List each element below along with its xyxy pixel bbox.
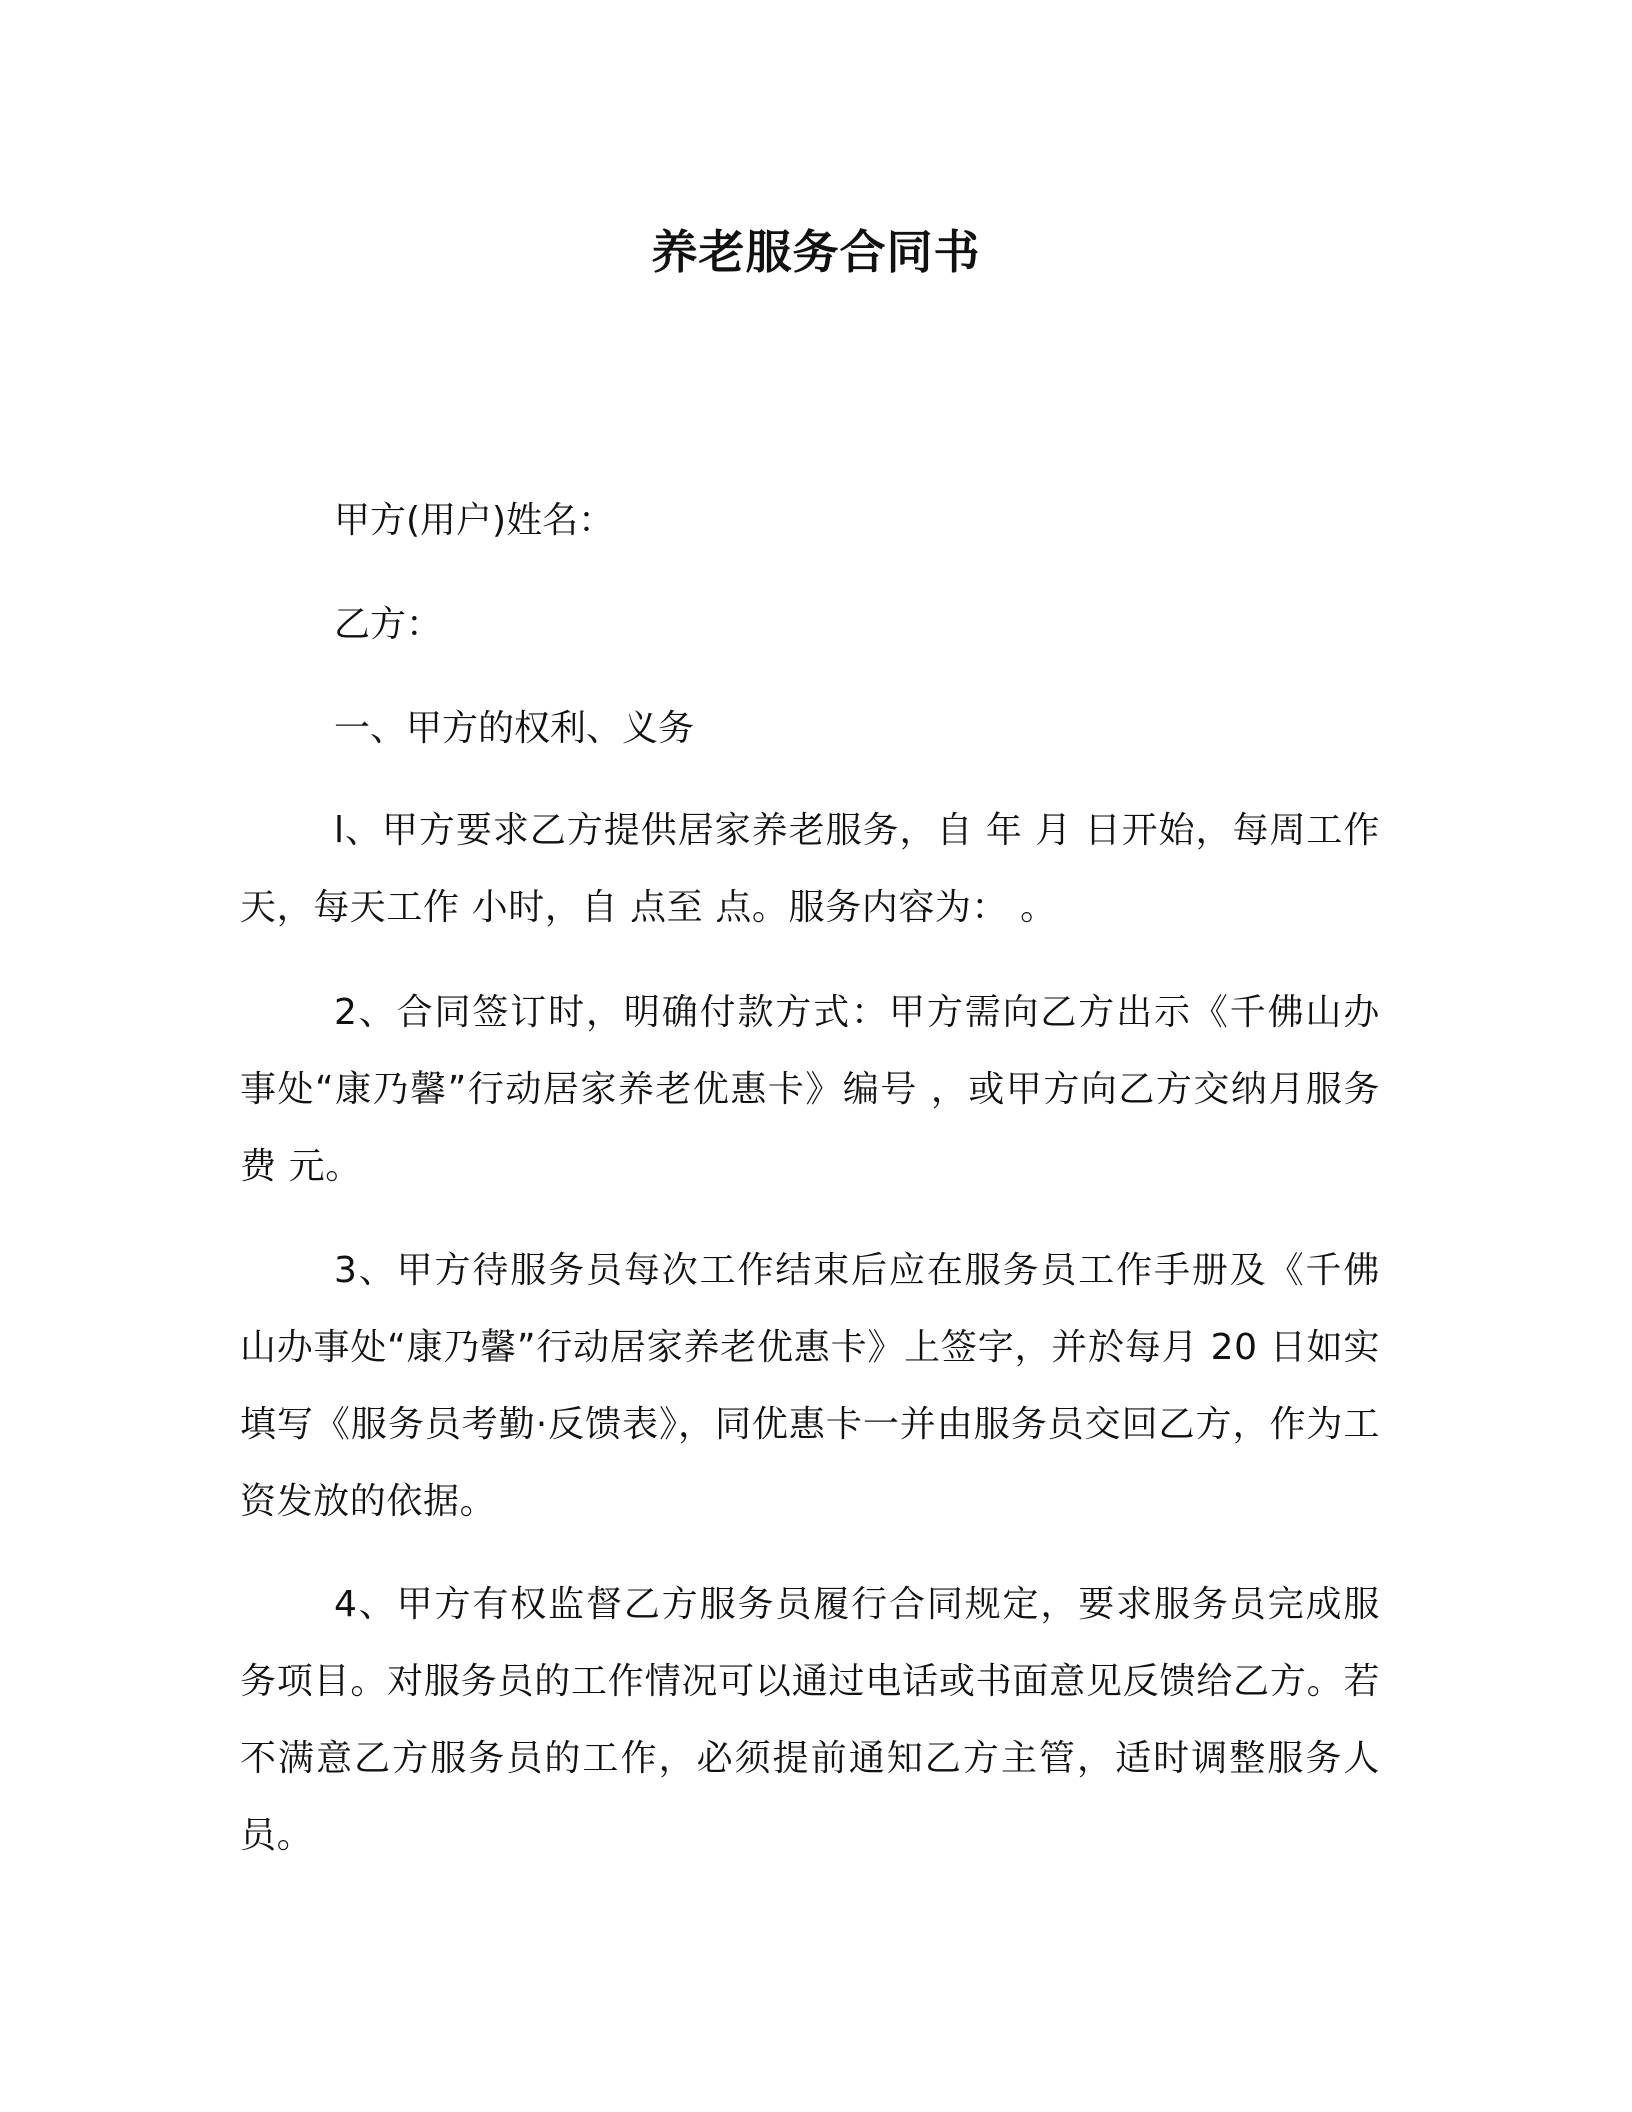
document-title: 养老服务合同书 — [651, 225, 981, 279]
paragraph-2: 2、合同签订时，明确付款方式：甲方需向乙方出示《千佛山办事处“康乃馨”行动居家养老优惠卡》编号 ，或甲方向乙方交纳月服务费 元。 — [240, 992, 1380, 1187]
paragraph-3: 3、甲方待服务员每次工作结束后应在服务员工作手册及《千佛山办事处“康乃馨”行动居家养老优惠卡》上签字，并於每月 20 日如实填写《服务员考勤·反馈表》，同优惠卡一并由服务员交回乙方，作为工资发放的依据。 — [240, 1250, 1380, 1522]
paragraph-1: l、甲方要求乙方提供居家养老服务，自 年 月 日开始，每周工作 天，每天工作 小时，自 点至 点。服务内容为： 。 — [240, 810, 1380, 928]
paragraph-4: 4、甲方有权监督乙方服务员履行合同规定，要求服务员完成服务项目。对服务员的工作情况可以通过电话或书面意见反馈给乙方。若不满意乙方服务员的工作，必须提前通知乙方主管，适时调整服务人员。 — [240, 1584, 1380, 1856]
section-heading: 一、甲方的权利、义务 — [334, 708, 695, 749]
party-a-name-label: 甲方(用户)姓名： — [334, 500, 615, 541]
party-b-label: 乙方： — [334, 604, 443, 645]
